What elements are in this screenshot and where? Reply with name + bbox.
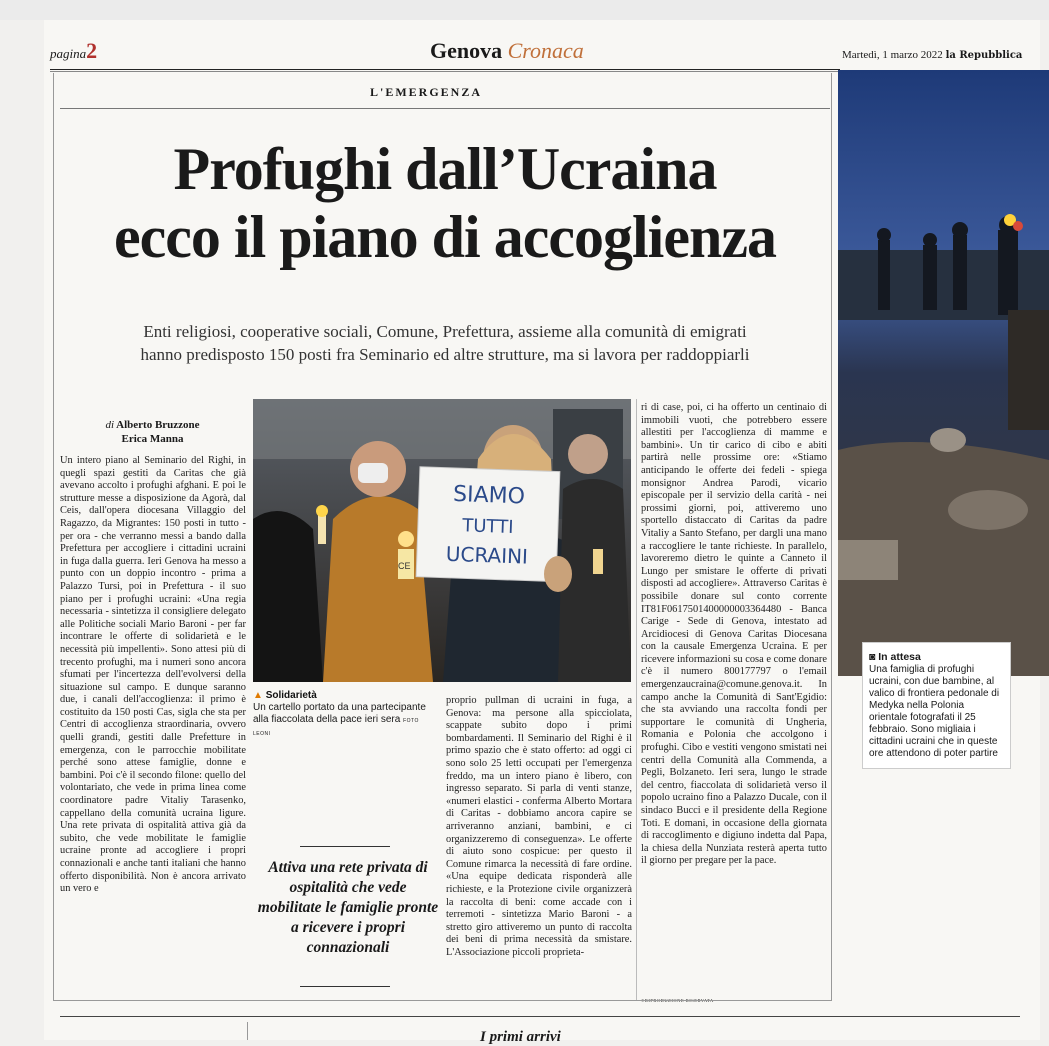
frame-right — [831, 73, 832, 1000]
border-photo — [838, 70, 1049, 676]
photo-caption-main: ▲ Solidarietà Un cartello portato da una partecipante alla fiaccolata della pace ieri sera FOTO LEONI — [253, 690, 426, 737]
camera-icon: ◙ — [869, 651, 876, 663]
byline: di Alberto Bruzzone Erica Manna — [105, 419, 200, 445]
article-column-3: ri di case, poi, ci ha offerto un centinaio di immobili vuoti, che potrebbero essere allestiti per l'accoglienza di mamme e bambini». Un tir carico di cibo e abiti partirà nelle prossime ore: «Stiamo anticipando le offerte dei fedeli - spiega monsignor Andrea Parodi, vicario episcopale per il servizio della carità - nei prossimi giorni, poi, attiveremo uno sportello distaccato di Caritas da padre Vitaliy a Santo Stefano, per dargli una mano a raccogliere le tante richieste. In parallelo, lavoreremo dietro le quinte a Canneto il Lungo per smistare le offerte di privati disposti ad accogliere». Attraverso Caritas è possibile donare sul conto corrente IT81F0617501400000003364480 - Banca Carige - Sede di Genova, intestato ad Arcidiocesi di Genova Caritas Diocesana con la causale Emergenza Ucraina. E per ricevere informazioni su cosa e come donare c'è il numero 800177797 o l'email emergenzaucraina@comune.genova.it. In campo anche la Comunità di Sant'Egidio: che sta avviando una raccolta fondi per supportare le comunità di Ungheria, Romania e Polonia che accolgono i profughi. Cibo e vestiti vengono smistati nei centri della Comunità alla Commenda, a Pegli, Bolzaneto. Ieri sera, lungo le strade del centro, fiaccolata di solidarietà verso il popolo ucraino fino a Palazzo Ducale, con il sindaco Bucci e il presidente della Regione Toti. E domani, in occasione della giornata di raccoglimento e digiuno indetta dal Papa, la chiesa della Nunziata resterà aperta tutto il giorno per pregare per la pace. — [641, 402, 827, 867]
frame-left — [53, 73, 54, 1000]
column-divider — [636, 399, 637, 1001]
frame-bottom — [53, 1000, 832, 1001]
sign-line-1: SIAMO — [452, 481, 526, 510]
kicker-rule — [60, 108, 830, 109]
section-title: Genova Cronaca — [430, 38, 584, 63]
headline: Profughi dall’Ucraina ecco il piano di accoglienza — [114, 136, 776, 270]
subheadline: Enti religiosi, cooperative sociali, Comune, Prefettura, assieme alla comunità di emigrati hanno predisposto 150 posti fra Seminario ed altre strutture, ma si lavora per raddoppiarli — [140, 322, 750, 364]
issue-date: Martedì, 1 marzo 2022 la Repubblica — [842, 49, 1023, 61]
next-article-rule — [60, 1016, 1020, 1017]
quote-rule-top — [300, 846, 390, 847]
article-column-1: Un intero piano al Seminario del Righi, in quegli spazi gestiti da Caritas che già avevano accolto i profughi afghani. E poi le strutture messe a disposizione da Agorà, dal Ceis, dall'opera diocesana Villaggio del Ragazzo, da Migrantes: 150 posti in tutto - per ora - che verranno messi a bando dalla Prefettura per accogliere i cittadini ucraini in fuga dalla guerra. Ieri Genova ha messo a punto con un doppio incontro - prima a Palazzo Tursi, poi in Prefettura - il suo piano per i profughi ucraini: «Una regia necessaria - sintetizza il consigliere delegato alle Politiche sociali Mario Baroni - per far incontrare le offerte di solidarietà e le necessità più impellenti». Sono attesi più di trecento profughi, ma i numeri sono ancora sfumati per l'incertezza dell'evolversi della situazione sul campo. E dunque saranno due, i canali dell'accoglienza: il primo è costituito da 150 posti Cas, sigla che sta per Centri di accoglienza straordinaria, ovvero quelli grandi, gestiti dalle Prefetture in emergenza, con le parrocchie mobilitate perché sono attese famiglie, donne e bambini. Poi c'è il secondo filone: quello del volontariato, che vede in prima linea come coordinatore padre Vitaliy Tarasenko, cappellano della comunità ucraina ligure. Una rete privata di ospitalità attiva già da subito, che vede mobilitate le famiglie ucraine pronte ad accogliere i propri connazionali e anche tanti italiani che hanno offerto disponibilità. Non è ancora arrivato un vero e — [60, 455, 246, 895]
candle-label: CE — [398, 561, 411, 571]
browser-top-strip — [0, 0, 1049, 20]
photo-caption-side: ◙ In attesa Una famiglia di profughi ucraini, con due bambine, al valico di frontiera pedonale di Medyka nella Polonia orientale fotografati il 25 febbraio. Sono migliaia i cittadini ucraini che in queste ore attendono di poter partire — [862, 642, 1011, 769]
quote-rule-bottom — [300, 986, 390, 987]
header-rule — [50, 69, 840, 70]
protest-photo — [253, 399, 631, 682]
article-column-2: proprio pullman di ucraini in fuga, a Genova: ma persone alla spicciolata, scappate subito dopo i primi bombardamenti. Il Seminario del Righi è il primo spazio che è stato offerto: ad oggi ci sono solo 25 letti occupati per l'emergenza freddo, ma un intero piano è libero, con ingresso separato. Si parla di venti stanze, «numeri elastici - conferma Alberto Mortara di Caritas - dobbiamo ancora capire se arriveranno anziani, bambini, e ci organizzeremo di conseguenza». Le offerte di aiuto sono cospicue: per questo il Comune rimarca la necessità di fare ordine. «Una equipe dedicata risponderà alle richieste, e la Protezione civile organizzerà la raccolta di beni: come accade con i terremoti - sintetizza Mario Baroni - a stretto giro attiveremo un punto di raccolta dei beni di prima necessità da smistare. L'Associazione piccoli proprieta- — [446, 695, 632, 958]
next-column-divider — [247, 1022, 248, 1040]
next-article-title: I primi arrivi — [480, 1029, 561, 1045]
photo-credit: FOTO LEONI — [253, 718, 419, 737]
header-rule-thin — [50, 71, 840, 72]
page-number: pagina2 — [50, 38, 98, 63]
triangle-icon: ▲ — [253, 690, 263, 701]
kicker: L'EMERGENZA — [370, 85, 483, 99]
pull-quote: Attiva una rete privata di ospitalità che vede mobilitate le famiglie pronte a ricevere i propri connazionali — [257, 859, 439, 956]
sign-line-3: UCRAINI — [445, 541, 529, 569]
newspaper-logo: la Repubblica — [945, 50, 1023, 61]
sign-line-2: TUTTI — [461, 515, 514, 539]
